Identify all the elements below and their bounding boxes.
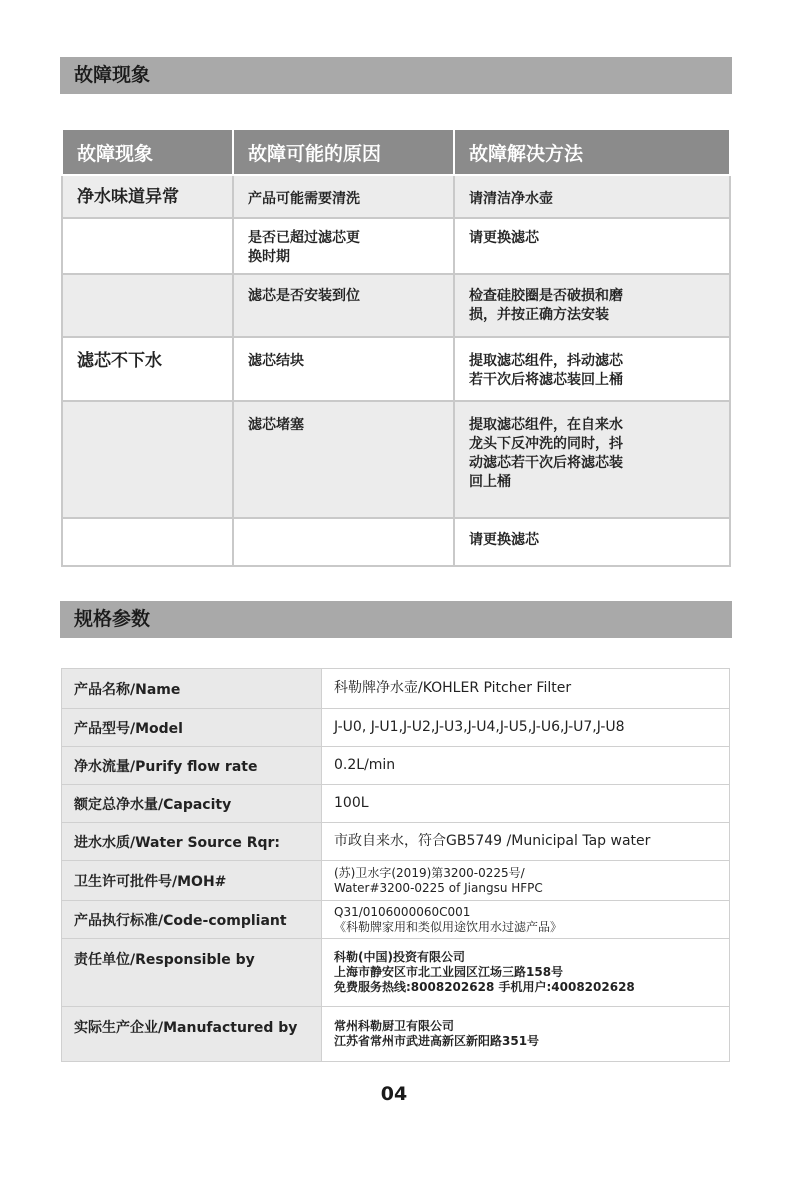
- spec-value: (苏)卫水字(2019)第3200-0225号/ Water#3200-0225 of Jiangsu HFPC: [322, 861, 730, 901]
- table-row: [62, 901, 730, 939]
- spec-key: 产品执行标准/Code-compliant: [62, 901, 322, 939]
- spec-key: 卫生许可批件号/MOH#: [62, 861, 322, 901]
- table-row: [62, 861, 730, 901]
- table-row: [62, 518, 730, 566]
- table-row: [62, 785, 730, 823]
- spec-key: 进水水质/Water Source Rqr:: [62, 823, 322, 861]
- fault-cause: 滤芯结块: [233, 337, 454, 401]
- fault-table-header: [62, 129, 730, 175]
- table-row: [62, 669, 730, 709]
- table-row: [62, 823, 730, 861]
- spec-key: 产品名称/Name: [62, 669, 322, 709]
- spec-value: 常州科勒厨卫有限公司 江苏省常州市武进高新区新阳路351号: [322, 1007, 730, 1062]
- spec-key: 额定总净水量/Capacity: [62, 785, 322, 823]
- fault-solution: 检查硅胶圈是否破损和磨 损，并按正确方法安装: [454, 274, 730, 337]
- spec-value: 市政自来水，符合GB5749 /Municipal Tap water: [322, 823, 730, 861]
- table-row: [62, 939, 730, 1007]
- fault-cause: 滤芯堵塞: [233, 401, 454, 518]
- fault-symptom: [62, 518, 233, 566]
- fault-symptom: 滤芯不下水: [62, 337, 233, 401]
- fault-symptom: [62, 274, 233, 337]
- page-number: 04: [380, 1083, 408, 1105]
- table-row: [62, 747, 730, 785]
- spec-value: Q31/0106000060C001 《科勒牌家用和类似用途饮用水过滤产品》: [322, 901, 730, 939]
- fault-section-title: 故障现象: [60, 57, 732, 94]
- fault-cause: [233, 518, 454, 566]
- fault-solution: 提取滤芯组件，抖动滤芯 若干次后将滤芯装回上桶: [454, 337, 730, 401]
- spec-value: 科勒(中国)投资有限公司 上海市静安区市北工业园区江场三路158号 免费服务热线:8008202628 手机用户:4008202628: [322, 939, 730, 1007]
- table-row: [62, 709, 730, 747]
- header-symptom: 故障现象: [62, 129, 233, 175]
- fault-solution: 请更换滤芯: [454, 218, 730, 274]
- table-row: [62, 337, 730, 401]
- fault-table: [61, 128, 731, 567]
- spec-key: 净水流量/Purify flow rate: [62, 747, 322, 785]
- header-solution: 故障解决方法: [454, 129, 730, 175]
- table-row: [62, 218, 730, 274]
- spec-value: 100L: [322, 785, 730, 823]
- spec-value: J-U0, J-U1,J-U2,J-U3,J-U4,J-U5,J-U6,J-U7,J-U8: [322, 709, 730, 747]
- spec-value: 0.2L/min: [322, 747, 730, 785]
- table-row: [62, 1007, 730, 1062]
- fault-solution: 请清洁净水壶: [454, 175, 730, 218]
- header-cause: 故障可能的原因: [233, 129, 454, 175]
- spec-key: 责任单位/Responsible by: [62, 939, 322, 1007]
- fault-symptom: 净水味道异常: [62, 175, 233, 218]
- spec-section-title: 规格参数: [60, 601, 732, 638]
- spec-key: 实际生产企业/Manufactured by: [62, 1007, 322, 1062]
- fault-symptom: [62, 401, 233, 518]
- fault-solution: 提取滤芯组件，在自来水 龙头下反冲洗的同时，抖 动滤芯若干次后将滤芯装 回上桶: [454, 401, 730, 518]
- spec-key: 产品型号/Model: [62, 709, 322, 747]
- spec-value: 科勒牌净水壶/KOHLER Pitcher Filter: [322, 669, 730, 709]
- fault-solution: 请更换滤芯: [454, 518, 730, 566]
- table-row: [62, 175, 730, 218]
- fault-cause: 是否已超过滤芯更 换时期: [233, 218, 454, 274]
- fault-symptom: [62, 218, 233, 274]
- table-row: [62, 274, 730, 337]
- fault-cause: 产品可能需要清洗: [233, 175, 454, 218]
- table-row: [62, 401, 730, 518]
- fault-cause: 滤芯是否安装到位: [233, 274, 454, 337]
- spec-table: [61, 668, 730, 1062]
